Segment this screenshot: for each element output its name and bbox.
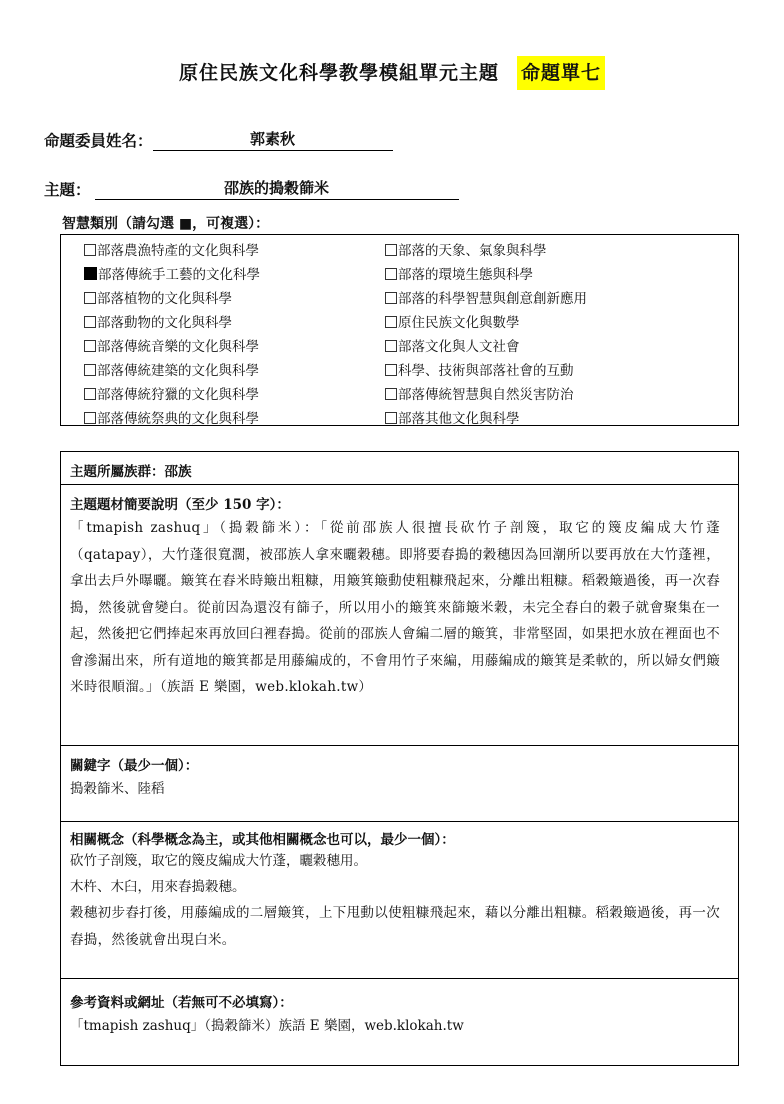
checkbox-unchecked[interactable] — [385, 412, 397, 424]
category-item[interactable] — [84, 359, 260, 383]
category-item[interactable] — [385, 239, 587, 263]
topic-label: 主題： — [44, 180, 91, 199]
category-item-label: 部落的環境生態與科學 — [398, 267, 533, 283]
category-item[interactable] — [385, 335, 587, 359]
concept-line[interactable]: 砍竹子剖篾，取它的篾皮編成大竹蓬，曬穀穗用。 — [70, 853, 367, 869]
title-highlight-tag: 命題單七 — [517, 56, 605, 90]
category-item-label: 部落其他文化與科學 — [398, 411, 520, 427]
description-text[interactable]: 「tmapish zashuq」（搗穀篩米）：「從前邵族人很擅長砍竹子剖篾，取它的篾皮編成大竹蓬（qatapay），大竹蓬很寬濶，被邵族人拿來曬穀穗。即將要舂搗的穀穗因為回潮所以要再放在大竹蓬裡，拿出去戶外曝曬。簸箕在舂米時簸出粗糠，用簸箕簸動使粗糠飛起來，分離出粗糠。稻穀簸過後，再一次舂搗，然後就會變白。從前因為還沒有篩子，所以用小的簸箕來篩簸米穀，未完全舂白的穀子就會聚集在一起，然後把它們捧起來再放回臼裡舂搗。從前的邵族人會編二層的簸箕，非常堅固，如果把水放在裡面也不會滲漏出來，所有道地的簸箕都是用藤編成的，不會用竹子來編，用藤編成的簸箕是柔軟的，所以婦女們簸米時很順溜。」（族語 E 樂園，web.klokah.tw） — [70, 520, 720, 695]
committee-row — [44, 128, 393, 151]
category-item[interactable] — [385, 359, 587, 383]
category-item-label: 科學、技術與部落社會的互動 — [398, 363, 574, 379]
document-title-text: 原住民族文化科學教學模組單元主題 — [178, 62, 499, 84]
description-section — [61, 485, 738, 746]
category-item[interactable] — [385, 407, 587, 431]
category-item[interactable] — [84, 407, 260, 431]
category-item-label: 部落植物的文化與科學 — [97, 291, 232, 307]
tribe-label: 主題所屬族群： — [70, 464, 165, 480]
category-item-label: 部落傳統智慧與自然災害防治 — [398, 387, 574, 403]
keywords-value[interactable]: 搗穀篩米、陸稻 — [70, 781, 165, 797]
keywords-label: 關鍵字（最少一個）： — [70, 758, 199, 774]
category-checkbox-panel — [60, 234, 739, 426]
category-item-label: 部落傳統狩獵的文化與科學 — [97, 387, 259, 403]
category-column-left — [84, 239, 260, 431]
references-value[interactable]: 「tmapish zashuq」（搗穀篩米）族語 E 樂園，web.klokah.tw — [70, 1018, 464, 1034]
category-item-label: 部落農漁特產的文化與科學 — [97, 243, 259, 259]
topic-info-table — [60, 451, 739, 1066]
category-item[interactable] — [84, 311, 260, 335]
keywords-section — [61, 746, 738, 822]
checkbox-unchecked[interactable] — [84, 316, 96, 328]
category-item-label: 部落的科學智慧與創意創新應用 — [398, 291, 587, 307]
tribe-section — [61, 452, 738, 485]
category-item-label: 部落文化與人文社會 — [398, 339, 520, 355]
checkbox-unchecked[interactable] — [84, 340, 96, 352]
checkbox-unchecked[interactable] — [385, 244, 397, 256]
category-item[interactable] — [385, 311, 587, 335]
category-item-label: 部落的天象、氣象與科學 — [398, 243, 547, 259]
document-title — [0, 58, 784, 85]
category-item-label: 原住民族文化與數學 — [398, 315, 520, 331]
checkbox-unchecked[interactable] — [385, 292, 397, 304]
category-item[interactable] — [84, 239, 260, 263]
category-item[interactable] — [385, 263, 587, 287]
category-item[interactable] — [84, 287, 260, 311]
committee-name-field[interactable]: 郭素秋 — [153, 128, 393, 151]
category-item-label: 部落傳統祭典的文化與科學 — [97, 411, 259, 427]
category-item[interactable] — [84, 335, 260, 359]
category-item[interactable] — [385, 287, 587, 311]
committee-label: 命題委員姓名： — [44, 131, 153, 150]
checkbox-unchecked[interactable] — [84, 292, 96, 304]
checkbox-unchecked[interactable] — [84, 388, 96, 400]
references-section — [61, 979, 738, 1067]
checkbox-unchecked[interactable] — [84, 412, 96, 424]
category-item-label: 部落傳統手工藝的文化科學 — [98, 267, 260, 283]
description-label: 主題題材簡要說明（至少 150 字）： — [70, 497, 290, 513]
category-item[interactable] — [385, 383, 587, 407]
checkbox-unchecked[interactable] — [385, 340, 397, 352]
category-column-right — [385, 239, 587, 431]
checkbox-checked[interactable] — [84, 267, 97, 280]
checkbox-unchecked[interactable] — [84, 364, 96, 376]
concept-line[interactable]: 穀穗初步舂打後，用藤編成的二層簸箕，上下甩動以使粗糠飛起來，藉以分離出粗糠。稻穀簸過後，再一次舂搗，然後就會出現白米。 — [70, 905, 720, 948]
checkbox-unchecked[interactable] — [84, 244, 96, 256]
checkbox-unchecked[interactable] — [385, 268, 397, 280]
checkbox-unchecked[interactable] — [385, 388, 397, 400]
concept-line[interactable]: 木杵、木臼，用來舂搗穀穗。 — [70, 879, 246, 895]
checkbox-unchecked[interactable] — [385, 364, 397, 376]
concepts-label: 相關概念（科學概念為主，或其他相關概念也可以，最少一個）： — [70, 832, 455, 848]
category-item-label: 部落動物的文化與科學 — [97, 315, 232, 331]
tribe-value[interactable]: 邵族 — [164, 464, 192, 480]
category-item-label: 部落傳統音樂的文化與科學 — [97, 339, 259, 355]
checkbox-unchecked[interactable] — [385, 316, 397, 328]
topic-field[interactable]: 邵族的搗穀篩米 — [95, 177, 459, 200]
topic-row — [44, 177, 459, 200]
category-item-label: 部落傳統建築的文化與科學 — [97, 363, 259, 379]
category-item[interactable] — [84, 383, 260, 407]
concepts-section — [61, 822, 738, 979]
references-label: 參考資料或網址（若無可不必填寫）： — [70, 995, 293, 1011]
category-item[interactable] — [84, 263, 260, 287]
category-label: 智慧類別（請勾選 ■，可複選）： — [62, 216, 270, 232]
